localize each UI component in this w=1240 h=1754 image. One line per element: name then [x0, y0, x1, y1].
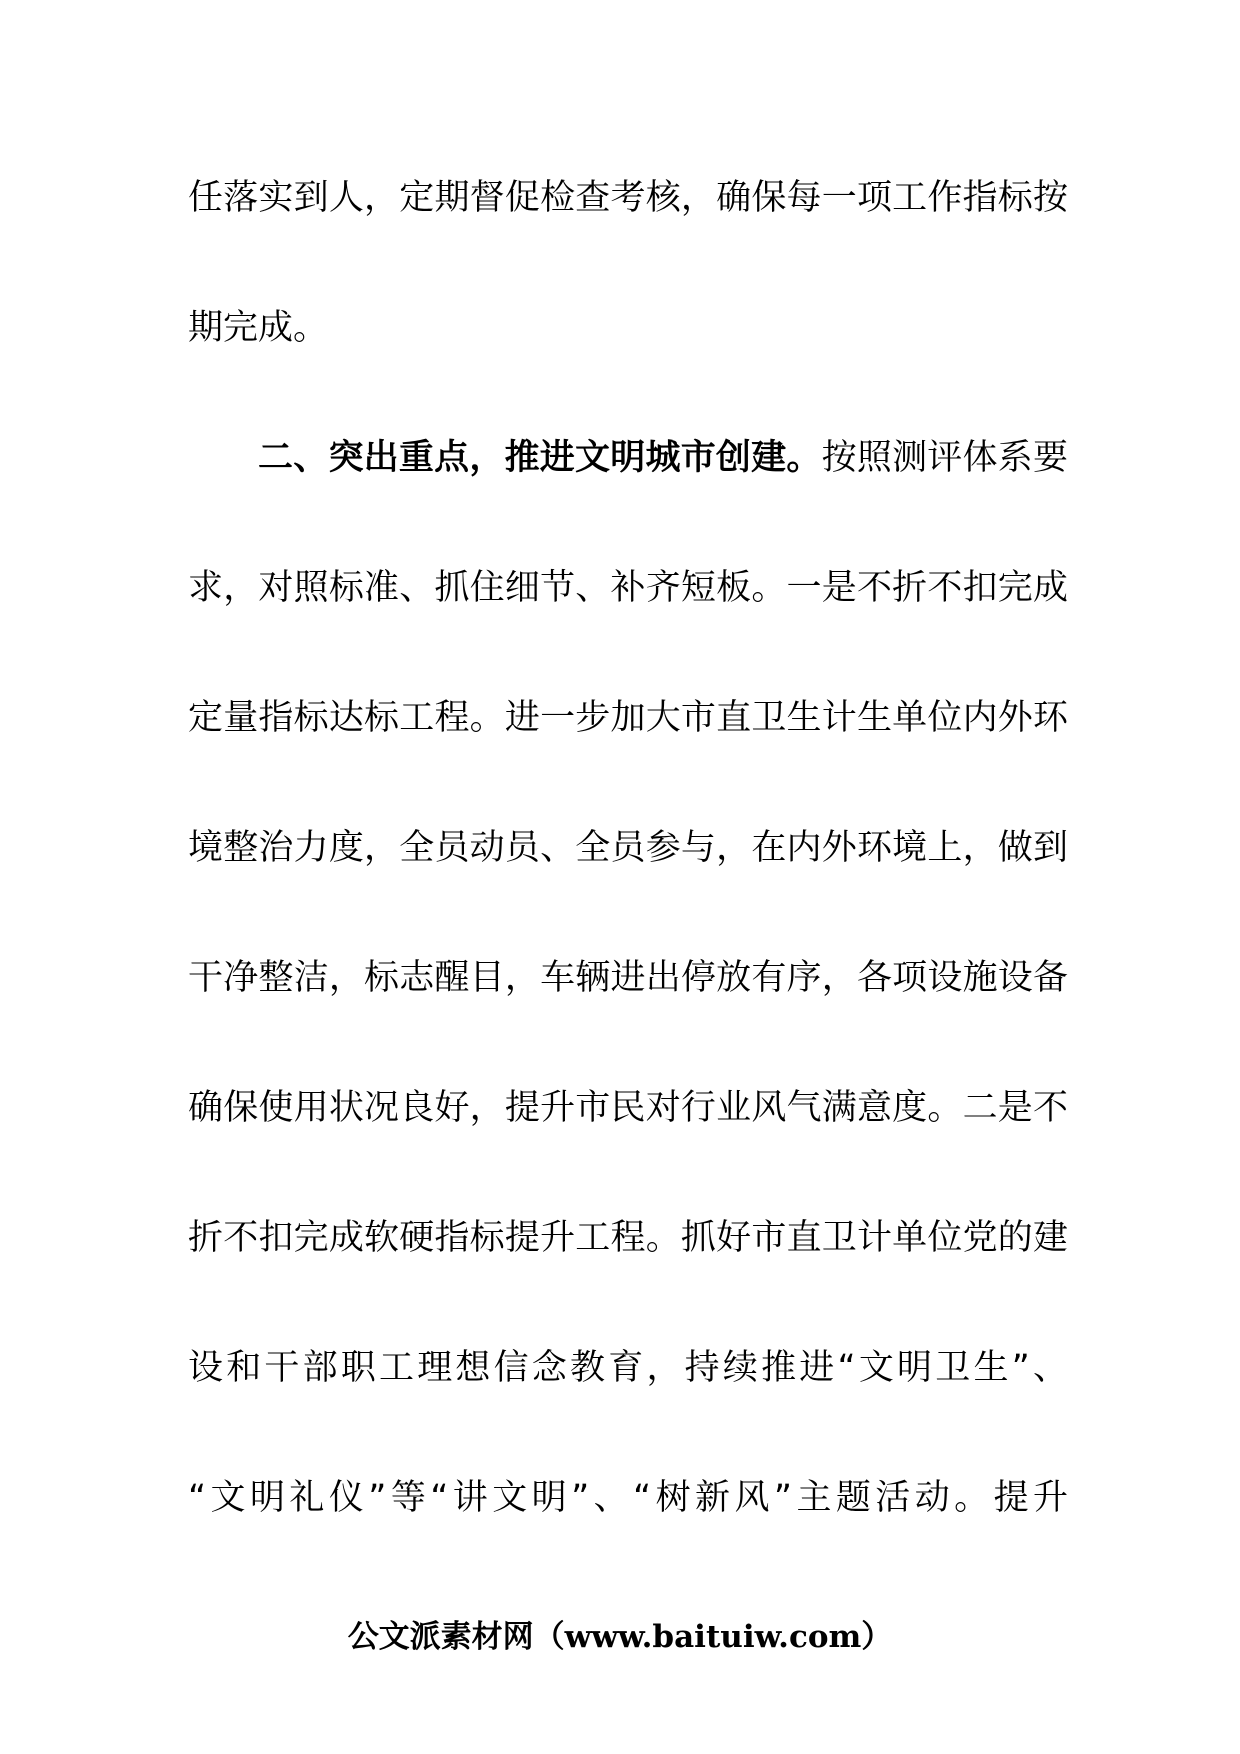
text-line-7: 干净整洁，标志醒目，车辆进出停放有序，各项设施设备: [188, 958, 1068, 998]
text-line-2: 期完成。: [188, 308, 329, 348]
footer-watermark: 公文派素材网（www.baituiw.com）: [347, 1619, 893, 1655]
section-heading-line: [188, 428, 1068, 558]
section-heading-continuation: 按照测评体系要: [821, 438, 1068, 478]
section-heading: 二、突出重点，推进文明城市创建。: [258, 438, 822, 478]
text-line-4: 求，对照标准、抓住细节、补齐短板。一是不折不扣完成: [188, 568, 1068, 608]
text-line-6: 境整治力度，全员动员、全员参与，在内外环境上，做到: [188, 828, 1068, 868]
text-line-8: 确保使用状况良好，提升市民对行业风气满意度。二是不: [188, 1088, 1068, 1128]
text-line-5: 定量指标达标工程。进一步加大市直卫生计生单位内外环: [188, 698, 1068, 738]
text-line-11: “文明礼仪”等“讲文明”、“树新风”主题活动。提升: [188, 1478, 1068, 1518]
text-line-1: 任落实到人，定期督促检查考核，确保每一项工作指标按: [188, 178, 1068, 218]
text-line-9: 折不扣完成软硬指标提升工程。抓好市直卫计单位党的建: [188, 1218, 1068, 1258]
body-text: [188, 168, 1068, 1598]
text-line-10: 设和干部职工理想信念教育，持续推进“文明卫生”、: [188, 1348, 1068, 1388]
